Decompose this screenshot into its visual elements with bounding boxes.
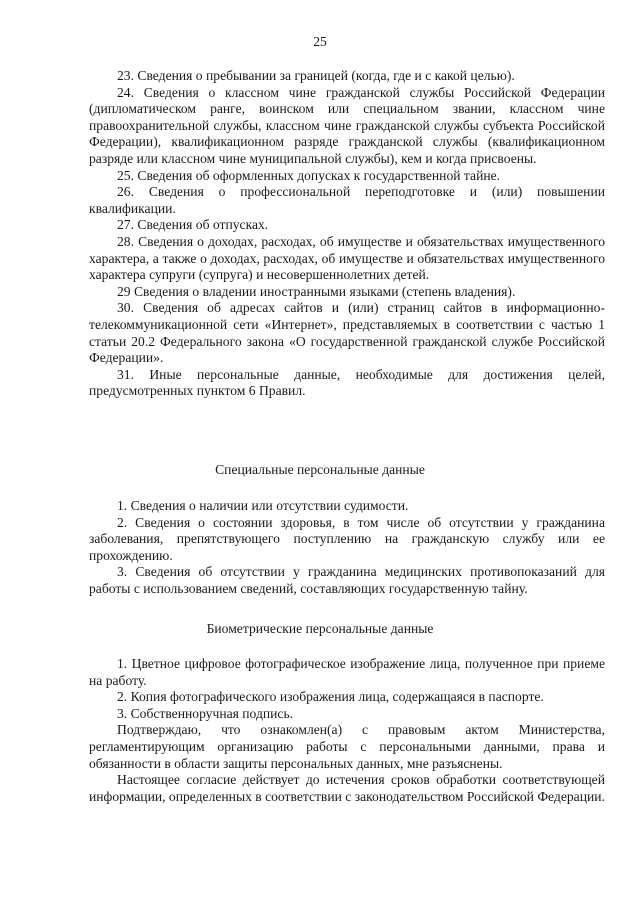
consent-paragraph: Подтверждаю, что ознакомлен(а) с правовым актом Министерства, регламентирующим организацию работы с персональными данными, права и обязанности в области защиты персональных данных, мне разъяснены. [89,722,605,771]
list-item: 27. Сведения об отпусках. [117,217,269,233]
personal-data-list [89,68,605,400]
list-item: 26. Сведения о профессиональной переподготовке и (или) повышении квалификации. [89,184,605,216]
list-item: 3. Сведения об отсутствии у гражданина медицинских противопоказаний для работы с использованием сведений, составляющих государственную тайну. [89,564,605,596]
list-item: 2. Копия фотографического изображения лица, содержащаяся в паспорте. [117,689,544,705]
page-number: 25 [313,34,327,49]
list-item: 29 Сведения о владении иностранными языками (степень владения). [117,283,516,299]
list-item: 1. Сведения о наличии или отсутствии судимости. [117,498,409,513]
list-item: 1. Цветное цифровое фотографическое изображение лица, полученное при приеме на работу. [89,656,605,688]
biometric-data-list [89,656,605,805]
list-item: 30. Сведения об адресах сайтов и (или) страниц сайтов в информационно-телекоммуникационной сети «Интернет», представляемых в соответствии с частью 1 статьи 20.2 Федерального закона «О государственной гражданской службе Российской Федерации». [89,300,605,366]
list-item: 2. Сведения о состоянии здоровья, в том числе об отсутствии у гражданина заболевания, препятствующего поступлению на гражданскую службу или ее прохождению. [89,514,605,563]
biometric-data-heading: Биометрические персональные данные [206,621,434,636]
special-data-heading: Специальные персональные данные [215,462,425,477]
list-item: 25. Сведения об оформленных допусках к государственной тайне. [117,167,501,183]
list-item: 23. Сведения о пребывании за границей (когда, где и с какой целью). [117,68,515,83]
special-data-list [89,498,605,598]
list-item: 28. Сведения о доходах, расходах, об имуществе и обязательствах имущественного характера, а также о доходах, расходах, об имуществе и обязательствах имущественного характера супруги (супруга) и несовершеннолетних детей. [89,233,605,283]
consent-validity-paragraph: Настоящее согласие действует до истечения сроков обработки соответствующей информации, определенных в соответствии с законодательством Российской Федерации. [89,772,605,804]
list-item: 24. Сведения о классном чине гражданской службы Российской Федерации (дипломатическом ранге, воинском или специальном звании, классном чине правоохранительной службы, классном чине гражданской службы субъекта Российской Федерации), квалификационном разряде гражданской службы (квалификационном разряде или классном чине муниципальной службы), кем и когда присвоены. [89,84,605,166]
list-item: 31. Иные персональные данные, необходимые для достижения целей, предусмотренных пунктом 6 Правил. [89,366,605,399]
list-item: 3. Собственноручная подпись. [117,705,294,721]
